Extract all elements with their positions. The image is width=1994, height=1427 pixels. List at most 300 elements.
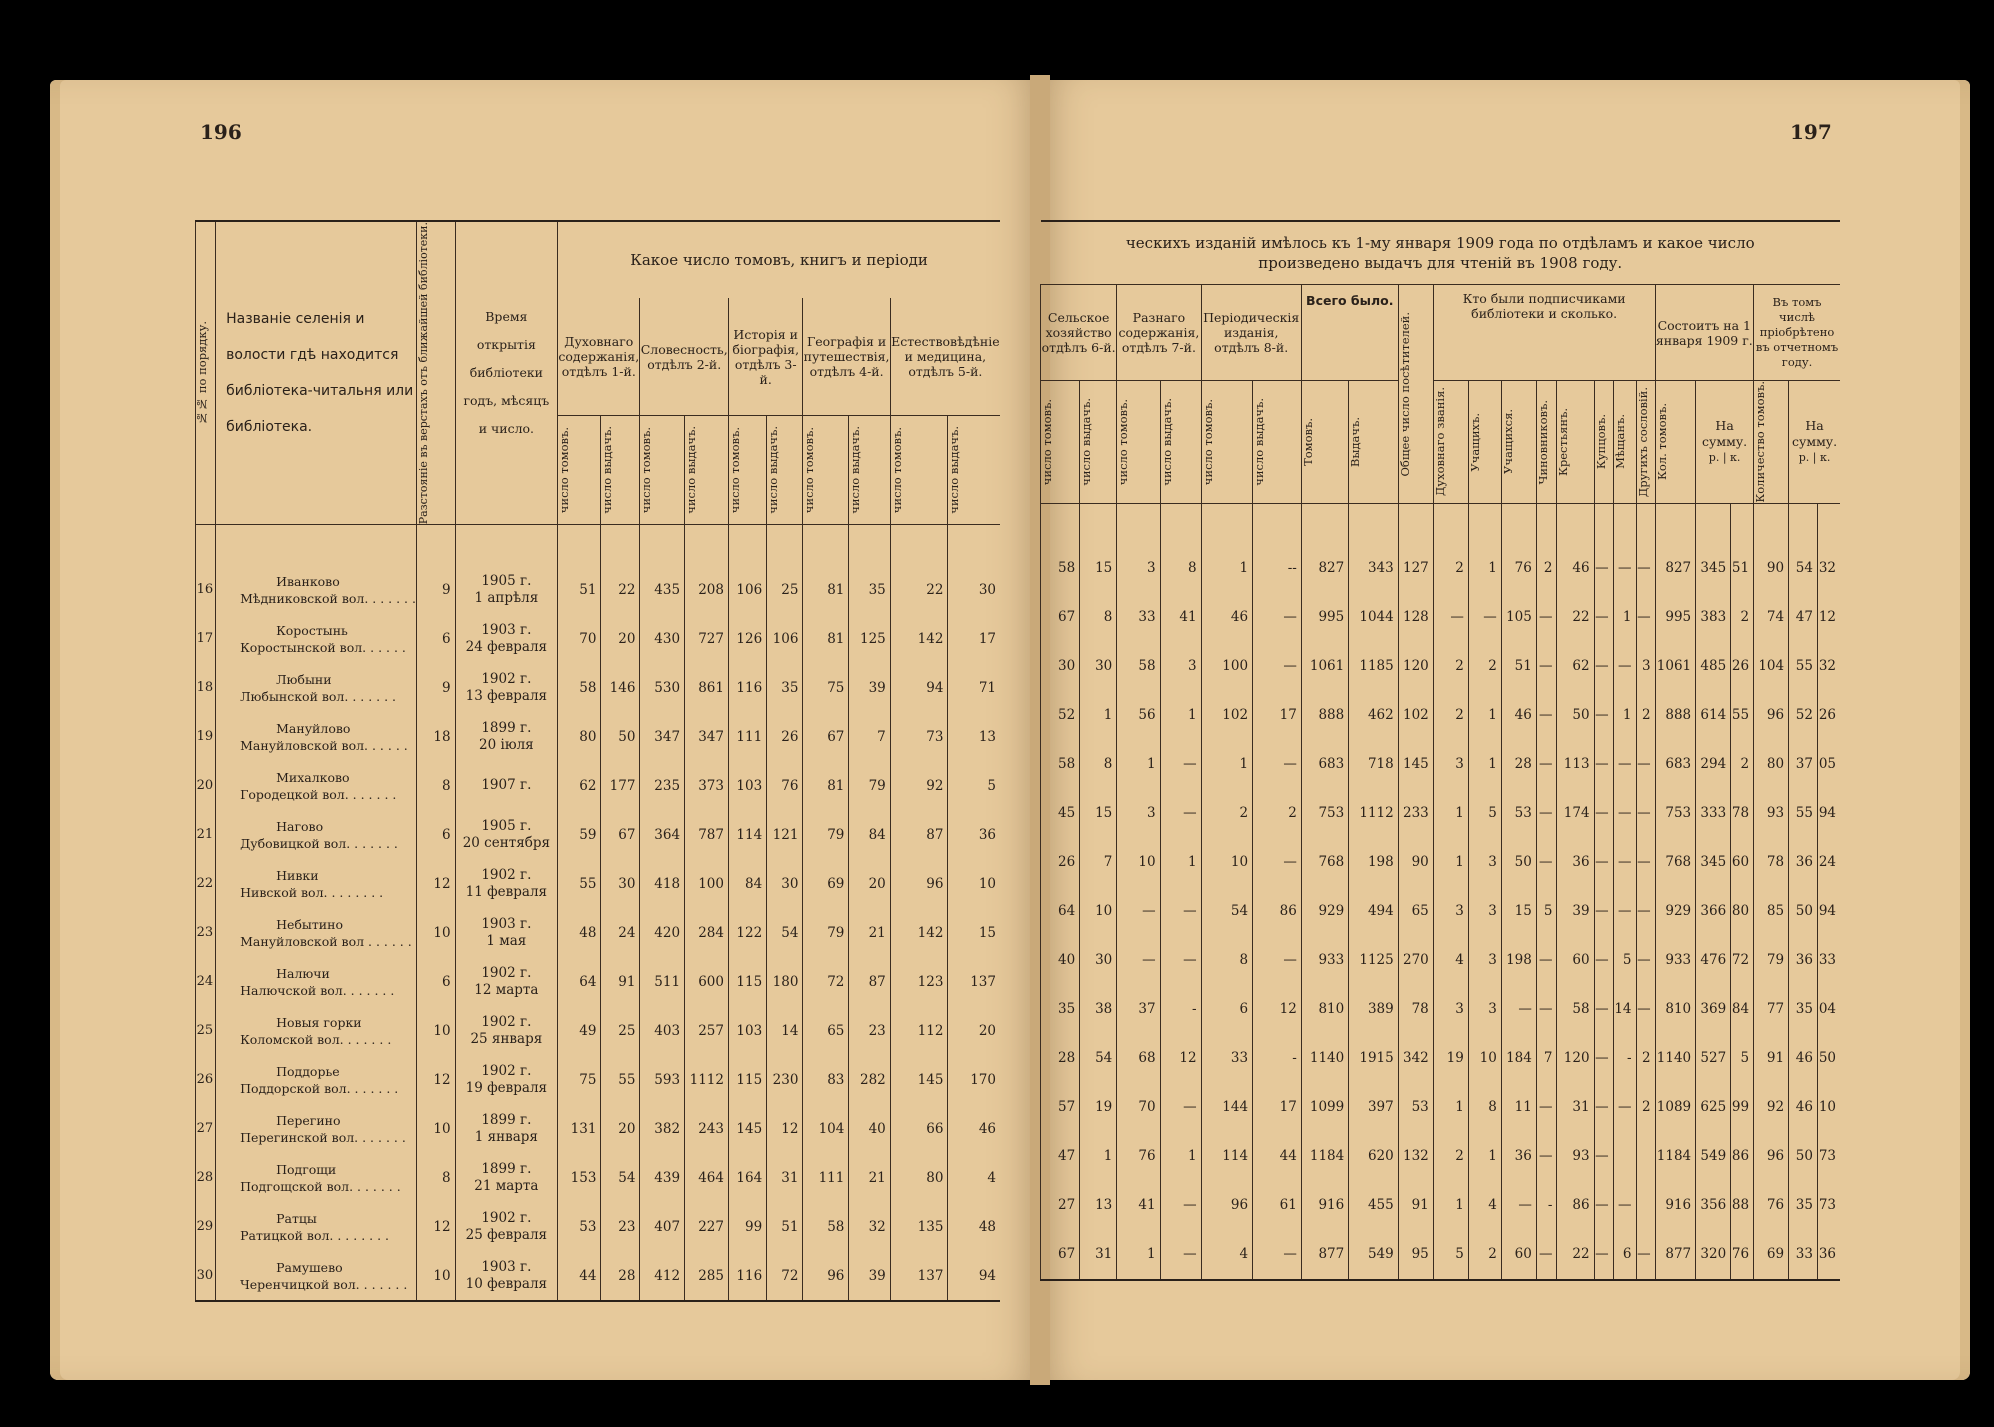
s7-issues: 8 bbox=[1160, 503, 1201, 593]
s6-issues: 54 bbox=[1080, 1034, 1117, 1083]
village-name: Михалково bbox=[276, 769, 350, 785]
total-volumes: 888 bbox=[1301, 691, 1348, 740]
s5-volumes: 137 bbox=[890, 1251, 948, 1301]
s3-volumes: 122 bbox=[728, 908, 766, 957]
s8-volumes: 1 bbox=[1201, 503, 1252, 593]
s5-issues: 46 bbox=[948, 1104, 1000, 1153]
sec6-header: Сельское хозяйство отдѣлъ 6-й. bbox=[1041, 285, 1117, 381]
subscribers-1: 5 bbox=[1468, 789, 1501, 838]
village-name: Коростынь bbox=[276, 622, 348, 638]
s3-issues: 51 bbox=[767, 1202, 803, 1251]
s2-issues: 100 bbox=[685, 859, 729, 908]
table-row bbox=[196, 663, 1001, 712]
sub-header: Учащихся. bbox=[1501, 381, 1536, 504]
s4-volumes: 79 bbox=[803, 908, 849, 957]
opened-cell bbox=[455, 957, 558, 1006]
s6-volumes: 67 bbox=[1041, 593, 1080, 642]
subscribers-5: — bbox=[1594, 642, 1613, 691]
s1-issues: 146 bbox=[601, 663, 640, 712]
s7-issues: — bbox=[1160, 936, 1201, 985]
visitors: 95 bbox=[1398, 1230, 1433, 1280]
total-volumes: 1061 bbox=[1301, 642, 1348, 691]
s3-volumes: 114 bbox=[728, 810, 766, 859]
subscribers-2: 50 bbox=[1501, 838, 1536, 887]
s8-volumes: 144 bbox=[1201, 1083, 1252, 1132]
table-row bbox=[196, 1251, 1001, 1301]
subscribers-7: — bbox=[1636, 740, 1655, 789]
location-cell bbox=[216, 908, 417, 957]
s8-issues: 12 bbox=[1253, 985, 1302, 1034]
opened-cell bbox=[455, 525, 558, 615]
acq-sum-header: На сумму. р. | к. bbox=[1789, 381, 1840, 504]
acq-rub: 54 bbox=[1789, 503, 1818, 593]
s7-issues: — bbox=[1160, 1083, 1201, 1132]
table-row bbox=[1041, 789, 1841, 838]
s7-volumes: — bbox=[1117, 936, 1160, 985]
s1-volumes: 70 bbox=[558, 614, 601, 663]
subscribers-1: 10 bbox=[1468, 1034, 1501, 1083]
acq-rub: 55 bbox=[1789, 642, 1818, 691]
state-kop: 5 bbox=[1731, 1034, 1754, 1083]
subscribers-3: 7 bbox=[1536, 1034, 1557, 1083]
subscribers-6: — bbox=[1613, 740, 1636, 789]
total-vol-header: Томовъ. bbox=[1301, 381, 1348, 504]
village-name: Мануйлово bbox=[276, 720, 351, 736]
s4-issues: 84 bbox=[849, 810, 890, 859]
total-issues: 462 bbox=[1349, 691, 1398, 740]
total-volumes: 1099 bbox=[1301, 1083, 1348, 1132]
s5-volumes: 73 bbox=[890, 712, 948, 761]
state-kop: 72 bbox=[1731, 936, 1754, 985]
opened-year: 1903 г. bbox=[481, 1258, 532, 1275]
s4-issues: 20 bbox=[849, 859, 890, 908]
subscribers-1: 3 bbox=[1468, 838, 1501, 887]
subscribers-2: 15 bbox=[1501, 887, 1536, 936]
row-number: 18 bbox=[196, 663, 216, 712]
volost-name: Черенчицкой вол. . . . . . . bbox=[240, 1276, 408, 1292]
s3-volumes: 84 bbox=[728, 859, 766, 908]
opened-cell bbox=[455, 1104, 558, 1153]
subscribers-3: — bbox=[1536, 1230, 1557, 1280]
s3-volumes: 103 bbox=[728, 1006, 766, 1055]
s5-issues: 4 bbox=[948, 1153, 1000, 1202]
s1-volumes: 51 bbox=[558, 525, 601, 615]
subscribers-1: 3 bbox=[1468, 985, 1501, 1034]
s3-issues: 35 bbox=[767, 663, 803, 712]
total-volumes: 929 bbox=[1301, 887, 1348, 936]
state-rub: 333 bbox=[1696, 789, 1731, 838]
distance-cell: 10 bbox=[417, 908, 455, 957]
sub-header: Крестьянъ. bbox=[1557, 381, 1594, 504]
subscribers-0: 1 bbox=[1433, 1083, 1468, 1132]
subscribers-3: — bbox=[1536, 642, 1557, 691]
subscribers-6: — bbox=[1613, 503, 1636, 593]
village-name: Нивки bbox=[276, 867, 319, 883]
subscribers-4: 50 bbox=[1557, 691, 1594, 740]
s6-issues: 15 bbox=[1080, 503, 1117, 593]
acq-volumes: 79 bbox=[1754, 936, 1789, 985]
visitors: 270 bbox=[1398, 936, 1433, 985]
s7-volumes: 33 bbox=[1117, 593, 1160, 642]
s3-volumes: 115 bbox=[728, 1055, 766, 1104]
s8-issues: 17 bbox=[1253, 691, 1302, 740]
s5-issues: 10 bbox=[948, 859, 1000, 908]
s8-issues: — bbox=[1253, 1230, 1302, 1280]
volost-name: Мѣдниковской вол. . . . . . . bbox=[240, 590, 416, 606]
row-number: 26 bbox=[196, 1055, 216, 1104]
s8-issues: - bbox=[1253, 1034, 1302, 1083]
sub-header: Духовнаго званія. bbox=[1433, 381, 1468, 504]
s7-volumes: 37 bbox=[1117, 985, 1160, 1034]
state-rub: 366 bbox=[1696, 887, 1731, 936]
s6-issues: 7 bbox=[1080, 838, 1117, 887]
subscribers-7: 3 bbox=[1636, 642, 1655, 691]
opened-date: 21 марта bbox=[474, 1177, 539, 1194]
s7-volumes: 3 bbox=[1117, 503, 1160, 593]
subscribers-6: 1 bbox=[1613, 593, 1636, 642]
state-volumes: 768 bbox=[1655, 838, 1696, 887]
total-volumes: 1184 bbox=[1301, 1132, 1348, 1181]
subscribers-5: — bbox=[1594, 1034, 1613, 1083]
s7-issues: — bbox=[1160, 740, 1201, 789]
s8-volumes: 54 bbox=[1201, 887, 1252, 936]
s4-volumes: 83 bbox=[803, 1055, 849, 1104]
s3-issues: 106 bbox=[767, 614, 803, 663]
row-number: 16 bbox=[196, 525, 216, 615]
s5-volumes: 123 bbox=[890, 957, 948, 1006]
s6-issues: 1 bbox=[1080, 691, 1117, 740]
s7-volumes: 70 bbox=[1117, 1083, 1160, 1132]
subscribers-7: — bbox=[1636, 887, 1655, 936]
subscribers-6: — bbox=[1613, 1181, 1636, 1230]
acq-rub: 46 bbox=[1789, 1034, 1818, 1083]
village-name: Новыя горки bbox=[276, 1014, 362, 1030]
volost-name: Перегинской вол. . . . . . . bbox=[240, 1129, 406, 1145]
s2-volumes: 382 bbox=[640, 1104, 685, 1153]
s2-volumes: 418 bbox=[640, 859, 685, 908]
subscribers-2: 51 bbox=[1501, 642, 1536, 691]
s5-volumes: 145 bbox=[890, 1055, 948, 1104]
state-kop: 80 bbox=[1731, 887, 1754, 936]
s8-volumes: 46 bbox=[1201, 593, 1252, 642]
row-number: 24 bbox=[196, 957, 216, 1006]
row-number: 17 bbox=[196, 614, 216, 663]
subscribers-4: 174 bbox=[1557, 789, 1594, 838]
s8-volumes: 114 bbox=[1201, 1132, 1252, 1181]
state-kop: 78 bbox=[1731, 789, 1754, 838]
s1-volumes: 55 bbox=[558, 859, 601, 908]
opened-date: 1 мая bbox=[486, 932, 527, 949]
s2-issues: 257 bbox=[685, 1006, 729, 1055]
total-volumes: 995 bbox=[1301, 593, 1348, 642]
s2-volumes: 511 bbox=[640, 957, 685, 1006]
s6-volumes: 52 bbox=[1041, 691, 1080, 740]
state-kop: 99 bbox=[1731, 1083, 1754, 1132]
s8-issues: — bbox=[1253, 936, 1302, 985]
distance-cell: 6 bbox=[417, 957, 455, 1006]
acq-kop: 94 bbox=[1817, 789, 1840, 838]
s6-issues: 1 bbox=[1080, 1132, 1117, 1181]
distance-cell: 9 bbox=[417, 663, 455, 712]
subscribers-0: 1 bbox=[1433, 1181, 1468, 1230]
s8-volumes: 100 bbox=[1201, 642, 1252, 691]
acq-rub: 55 bbox=[1789, 789, 1818, 838]
table-row bbox=[196, 1104, 1001, 1153]
subscribers-5: — bbox=[1594, 789, 1613, 838]
subscribers-7: — bbox=[1636, 593, 1655, 642]
s7-issues: - bbox=[1160, 985, 1201, 1034]
s3-volumes: 116 bbox=[728, 663, 766, 712]
s6-volumes: 67 bbox=[1041, 1230, 1080, 1280]
s5-volumes: 135 bbox=[890, 1202, 948, 1251]
subscribers-1: 1 bbox=[1468, 503, 1501, 593]
distance-cell: 9 bbox=[417, 525, 455, 615]
opened-year: 1903 г. bbox=[481, 915, 532, 932]
subscribers-5: — bbox=[1594, 593, 1613, 642]
s6-issues: 31 bbox=[1080, 1230, 1117, 1280]
subscribers-1: 1 bbox=[1468, 740, 1501, 789]
s3-volumes: 99 bbox=[728, 1202, 766, 1251]
total-volumes: 877 bbox=[1301, 1230, 1348, 1280]
table-row bbox=[1041, 1132, 1841, 1181]
s6-volumes: 28 bbox=[1041, 1034, 1080, 1083]
s2-issues: 347 bbox=[685, 712, 729, 761]
s2-volumes: 435 bbox=[640, 525, 685, 615]
s7-issues: 1 bbox=[1160, 1132, 1201, 1181]
s1-volumes: 62 bbox=[558, 761, 601, 810]
s1-volumes: 64 bbox=[558, 957, 601, 1006]
subscribers-1: 2 bbox=[1468, 1230, 1501, 1280]
s2-issues: 285 bbox=[685, 1251, 729, 1301]
visitors: 233 bbox=[1398, 789, 1433, 838]
acq-kop: 73 bbox=[1817, 1181, 1840, 1230]
subscribers-4: 93 bbox=[1557, 1132, 1594, 1181]
visitors: 342 bbox=[1398, 1034, 1433, 1083]
s2-issues: 1112 bbox=[685, 1055, 729, 1104]
s2-issues: 861 bbox=[685, 663, 729, 712]
subscribers-2: 105 bbox=[1501, 593, 1536, 642]
s3-issues: 121 bbox=[767, 810, 803, 859]
s2-volumes: 420 bbox=[640, 908, 685, 957]
total-volumes: 810 bbox=[1301, 985, 1348, 1034]
s1-issues: 22 bbox=[601, 525, 640, 615]
s6-issues: 19 bbox=[1080, 1083, 1117, 1132]
subscribers-5: — bbox=[1594, 936, 1613, 985]
acq-volumes: 69 bbox=[1754, 1230, 1789, 1280]
opened-year: 1899 г. bbox=[481, 1111, 532, 1128]
s5-issues: 48 bbox=[948, 1202, 1000, 1251]
total-volumes: 916 bbox=[1301, 1181, 1348, 1230]
s7-issues: 1 bbox=[1160, 691, 1201, 740]
s1-volumes: 59 bbox=[558, 810, 601, 859]
distance-cell: 8 bbox=[417, 761, 455, 810]
s2-volumes: 430 bbox=[640, 614, 685, 663]
state-volumes: 827 bbox=[1655, 503, 1696, 593]
s1-issues: 177 bbox=[601, 761, 640, 810]
subscribers-0: 3 bbox=[1433, 887, 1468, 936]
s7-volumes: 76 bbox=[1117, 1132, 1160, 1181]
s3-issues: 54 bbox=[767, 908, 803, 957]
volost-name: Любынской вол. . . . . . . bbox=[240, 688, 397, 704]
acq-kop: 32 bbox=[1817, 642, 1840, 691]
opened-year: 1902 г. bbox=[481, 866, 532, 883]
distance-header: Разстояніе въ верстахъ отъ ближайшей библіотеки. bbox=[417, 221, 455, 525]
s8-volumes: 102 bbox=[1201, 691, 1252, 740]
subscribers-3: - bbox=[1536, 1181, 1557, 1230]
acq-rub: 36 bbox=[1789, 936, 1818, 985]
subscribers-header: Кто были подписчиками библіотеки и сколько. bbox=[1433, 285, 1655, 381]
acq-kop: 04 bbox=[1817, 985, 1840, 1034]
table-row bbox=[1041, 642, 1841, 691]
s7-issues: 3 bbox=[1160, 642, 1201, 691]
s3-issues: 12 bbox=[767, 1104, 803, 1153]
subscribers-3: — bbox=[1536, 593, 1557, 642]
state-kop: 2 bbox=[1731, 740, 1754, 789]
s2-issues: 727 bbox=[685, 614, 729, 663]
s7-volumes: — bbox=[1117, 887, 1160, 936]
iss-header: число выдачъ. bbox=[1080, 381, 1117, 504]
s1-issues: 55 bbox=[601, 1055, 640, 1104]
s5-issues: 36 bbox=[948, 810, 1000, 859]
visitors: 132 bbox=[1398, 1132, 1433, 1181]
opened-year: 1905 г. bbox=[481, 572, 532, 589]
location-cell bbox=[216, 1202, 417, 1251]
s8-issues: 17 bbox=[1253, 1083, 1302, 1132]
s1-issues: 25 bbox=[601, 1006, 640, 1055]
s8-issues: 44 bbox=[1253, 1132, 1302, 1181]
subscribers-0: 2 bbox=[1433, 1132, 1468, 1181]
s1-volumes: 131 bbox=[558, 1104, 601, 1153]
s2-issues: 600 bbox=[685, 957, 729, 1006]
acq-volumes: 74 bbox=[1754, 593, 1789, 642]
row-number: 30 bbox=[196, 1251, 216, 1301]
acq-kop: 73 bbox=[1817, 1132, 1840, 1181]
iss-header: число выдачъ. bbox=[948, 416, 1000, 525]
subscribers-6: 6 bbox=[1613, 1230, 1636, 1280]
s1-volumes: 49 bbox=[558, 1006, 601, 1055]
subscribers-7: — bbox=[1636, 1230, 1655, 1280]
total-issues: 1915 bbox=[1349, 1034, 1398, 1083]
subscribers-0: 1 bbox=[1433, 789, 1468, 838]
iss-header: число выдачъ. bbox=[601, 416, 640, 525]
table-row bbox=[196, 712, 1001, 761]
subscribers-5: — bbox=[1594, 691, 1613, 740]
iss-header: число выдачъ. bbox=[849, 416, 890, 525]
s2-issues: 208 bbox=[685, 525, 729, 615]
location-cell bbox=[216, 1251, 417, 1301]
table-row bbox=[1041, 691, 1841, 740]
s2-issues: 373 bbox=[685, 761, 729, 810]
total-issues: 549 bbox=[1349, 1230, 1398, 1280]
s6-volumes: 35 bbox=[1041, 985, 1080, 1034]
opened-date: 10 февраля bbox=[465, 1275, 548, 1292]
subscribers-3: — bbox=[1536, 1083, 1557, 1132]
visitors: 90 bbox=[1398, 838, 1433, 887]
total-volumes: 933 bbox=[1301, 936, 1348, 985]
state-rub: 369 bbox=[1696, 985, 1731, 1034]
s3-volumes: 106 bbox=[728, 525, 766, 615]
opened-cell bbox=[455, 810, 558, 859]
s5-volumes: 87 bbox=[890, 810, 948, 859]
acq-rub: 47 bbox=[1789, 593, 1818, 642]
s5-volumes: 112 bbox=[890, 1006, 948, 1055]
s4-volumes: 72 bbox=[803, 957, 849, 1006]
s2-volumes: 364 bbox=[640, 810, 685, 859]
sec2-header: Словесность, отдѣлъ 2-й. bbox=[640, 298, 729, 415]
distance-cell: 18 bbox=[417, 712, 455, 761]
s8-issues: 2 bbox=[1253, 789, 1302, 838]
s1-issues: 91 bbox=[601, 957, 640, 1006]
acquired-header: Въ томъ числѣ пріобрѣтено въ отчетномъ году. bbox=[1754, 285, 1840, 381]
volost-name: Подгощской вол. . . . . . . bbox=[240, 1178, 401, 1194]
s2-volumes: 593 bbox=[640, 1055, 685, 1104]
village-name: Налючи bbox=[276, 965, 330, 981]
state-volumes: 1061 bbox=[1655, 642, 1696, 691]
s5-volumes: 80 bbox=[890, 1153, 948, 1202]
s5-issues: 71 bbox=[948, 663, 1000, 712]
subscribers-4: 62 bbox=[1557, 642, 1594, 691]
s3-issues: 14 bbox=[767, 1006, 803, 1055]
location-cell bbox=[216, 663, 417, 712]
iss-header: число выдачъ. bbox=[685, 416, 729, 525]
acq-rub: 52 bbox=[1789, 691, 1818, 740]
opened-year: 1902 г. bbox=[481, 964, 532, 981]
subscribers-3: — bbox=[1536, 985, 1557, 1034]
state-kop: 60 bbox=[1731, 838, 1754, 887]
table-row bbox=[1041, 1230, 1841, 1280]
row-number: 22 bbox=[196, 859, 216, 908]
s3-volumes: 126 bbox=[728, 614, 766, 663]
acq-volumes: 77 bbox=[1754, 985, 1789, 1034]
village-name: Поддорье bbox=[276, 1063, 340, 1079]
subscribers-6: — bbox=[1613, 887, 1636, 936]
subscribers-5: — bbox=[1594, 740, 1613, 789]
table-row bbox=[1041, 985, 1841, 1034]
subscribers-5: — bbox=[1594, 985, 1613, 1034]
state-kop: 84 bbox=[1731, 985, 1754, 1034]
state-rub: 549 bbox=[1696, 1132, 1731, 1181]
s4-volumes: 75 bbox=[803, 663, 849, 712]
s1-issues: 23 bbox=[601, 1202, 640, 1251]
total-volumes: 768 bbox=[1301, 838, 1348, 887]
total-issues: 620 bbox=[1349, 1132, 1398, 1181]
total-issues: 1125 bbox=[1349, 936, 1398, 985]
location-cell bbox=[216, 525, 417, 615]
s7-volumes: 56 bbox=[1117, 691, 1160, 740]
s4-volumes: 65 bbox=[803, 1006, 849, 1055]
s3-volumes: 103 bbox=[728, 761, 766, 810]
s3-issues: 26 bbox=[767, 712, 803, 761]
subscribers-4: 36 bbox=[1557, 838, 1594, 887]
location-cell bbox=[216, 712, 417, 761]
subscribers-5: — bbox=[1594, 1083, 1613, 1132]
row-number: 28 bbox=[196, 1153, 216, 1202]
s6-volumes: 27 bbox=[1041, 1181, 1080, 1230]
subscribers-5: — bbox=[1594, 1132, 1613, 1181]
subscribers-4: 22 bbox=[1557, 1230, 1594, 1280]
s4-volumes: 111 bbox=[803, 1153, 849, 1202]
acq-kop: 24 bbox=[1817, 838, 1840, 887]
subscribers-4: 22 bbox=[1557, 593, 1594, 642]
s3-issues: 72 bbox=[767, 1251, 803, 1301]
opened-date: 1 апрѣля bbox=[474, 589, 539, 606]
s4-issues: 32 bbox=[849, 1202, 890, 1251]
s3-volumes: 145 bbox=[728, 1104, 766, 1153]
s4-issues: 35 bbox=[849, 525, 890, 615]
s7-issues: — bbox=[1160, 1230, 1201, 1280]
subscribers-7: — bbox=[1636, 503, 1655, 593]
s4-issues: 39 bbox=[849, 1251, 890, 1301]
